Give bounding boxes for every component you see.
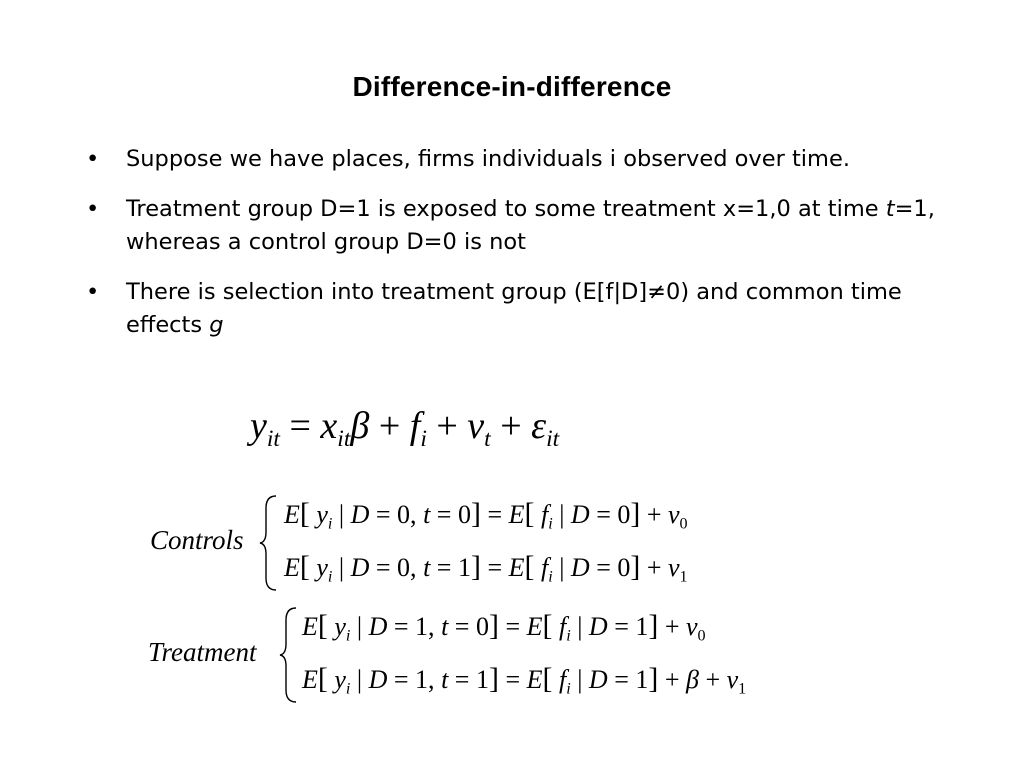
bullet-icon: • [86, 196, 100, 222]
treatment-equation-1: E[ $y_i$ | D = 1, t = 0] = E[ $f_i$ | $D = 1] + v_0$ [302, 609, 706, 645]
controls-equation-1: E[ $y_i$ | D = 0, t = 0] = E[ $f_i$ | $D = 0] + v_0$ [284, 497, 688, 533]
treatment-equation-2: E[ $y_i$ | D = 1, t = 1] = E[ $f_i$ | $D = 1] + \beta + v_1$ [302, 662, 747, 698]
slide-title: Difference-in-difference [352, 71, 672, 102]
bullet-item [86, 143, 946, 176]
bullet-text-tail: =1, whereas a control group D=0 is not [126, 196, 935, 255]
bullet-text: There is selection into treatment group (E[f|D]≠0) and common time effects [126, 279, 902, 338]
treatment-label: Treatment [148, 637, 257, 667]
treatment-brace-icon [278, 606, 300, 704]
bullet-text-italic: g [209, 312, 224, 338]
bullet-text-italic: t [885, 196, 895, 222]
bullet-icon: • [86, 279, 100, 305]
bullet-text: Treatment group D=1 is exposed to some treatment x=1,0 at time [126, 196, 886, 222]
bullet-item [86, 193, 946, 259]
main-equation: $y_{it} = x_{it}\beta + f_i + v_t + \varepsilon_{it}$ [250, 405, 560, 453]
controls-label: Controls [150, 525, 244, 555]
controls-equation-2: E[ $y_i$ | D = 0, t = 1] = E[ $f_i$ | $D = 0] + v_1$ [284, 550, 688, 586]
bullet-item [86, 276, 946, 342]
bullet-list [86, 143, 946, 359]
controls-brace-icon [258, 494, 280, 592]
bullet-icon: • [86, 146, 100, 172]
bullet-text: Suppose we have places, firms individuals i observed over time. [126, 146, 850, 172]
